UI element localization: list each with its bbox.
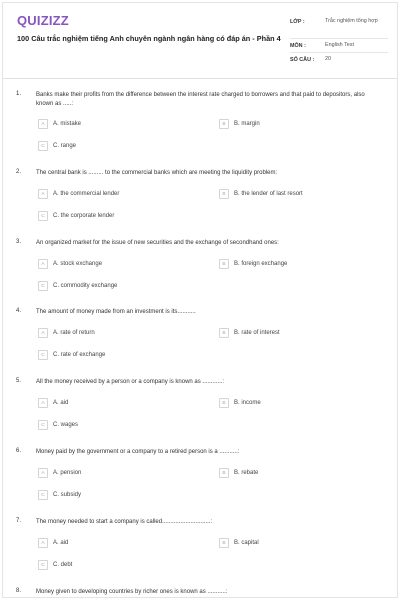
question-text: Money given to developing countries by richer ones is known as ...........: — [36, 589, 228, 595]
option-c[interactable] — [38, 560, 72, 570]
option-letter-box: C — [38, 211, 48, 221]
subject-value: English Test — [325, 42, 354, 48]
option-c[interactable] — [38, 281, 117, 291]
option-b[interactable] — [219, 189, 303, 199]
class-value: Trắc nghiệm tổng hợp — [325, 18, 378, 24]
option-letter-box: C — [38, 141, 48, 151]
worksheet-meta — [290, 15, 388, 67]
option-letter-box: A — [38, 328, 48, 338]
option-label: A. the commercial lender — [53, 191, 120, 197]
option-label: B. rebate — [234, 470, 259, 476]
meta-row-subject — [290, 39, 388, 53]
option-label: C. range — [53, 143, 77, 149]
question-text: Money paid by the government or a company to a retired person is a ...........: — [36, 449, 240, 455]
option-letter-box: C — [38, 281, 48, 291]
option-c[interactable] — [38, 420, 78, 430]
option-label: C. subsidy — [53, 492, 82, 498]
option-label: B. the lender of last resort — [234, 191, 303, 197]
option-a[interactable] — [38, 398, 68, 408]
option-letter-box: B — [219, 468, 229, 478]
question-number: 1. — [16, 91, 22, 97]
option-b[interactable] — [219, 468, 258, 478]
option-letter-box: B — [219, 328, 229, 338]
option-letter-box: C — [38, 560, 48, 570]
option-label: A. mistake — [53, 121, 82, 127]
option-label: C. wages — [53, 422, 79, 428]
option-label: A. aid — [53, 400, 69, 406]
option-label: B. foreign exchange — [234, 261, 288, 267]
option-label: B. income — [234, 400, 261, 406]
option-a[interactable] — [38, 189, 119, 199]
option-c[interactable] — [38, 211, 114, 221]
option-label: B. capital — [234, 540, 259, 546]
question-text: An organized market for the issue of new securities and the exchange of secondhand ones: — [36, 240, 279, 246]
question-number: 5. — [16, 378, 22, 384]
question-number: 3. — [16, 239, 22, 245]
worksheet-header — [3, 3, 397, 79]
option-label: C. debt — [53, 562, 73, 568]
option-letter-box: A — [38, 189, 48, 199]
question-text: All the money received by a person or a company is known as ............: — [36, 379, 225, 385]
worksheet-page — [2, 2, 398, 598]
option-letter-box: A — [38, 259, 48, 269]
option-b[interactable] — [219, 259, 287, 269]
option-b[interactable] — [219, 328, 280, 338]
question-number: 7. — [16, 518, 22, 524]
question-number: 8. — [16, 588, 22, 594]
question-text: The amount of money made from an investment is its........... — [36, 309, 196, 315]
option-b[interactable] — [219, 119, 260, 129]
question-number: 4. — [16, 308, 22, 314]
option-label: B. margin — [234, 121, 260, 127]
question-text: Banks make their profits from the difference between the interest rate charged to borrowers and that paid to depositors, also known as .....: — [36, 92, 365, 107]
option-label: C. commodity exchange — [53, 283, 118, 289]
option-a[interactable] — [38, 538, 68, 548]
option-label: C. rate of exchange — [53, 352, 106, 358]
option-c[interactable] — [38, 350, 105, 360]
option-letter-box: C — [38, 490, 48, 500]
question-text: The money needed to start a company is called.............................: — [36, 519, 213, 525]
option-letter-box: C — [38, 350, 48, 360]
option-label: A. rate of return — [53, 330, 95, 336]
count-label: SỐ CÂU : — [290, 57, 315, 63]
meta-row-count — [290, 53, 388, 67]
option-letter-box: A — [38, 538, 48, 548]
question-number: 2. — [16, 169, 22, 175]
option-b[interactable] — [219, 398, 261, 408]
meta-row-class — [290, 15, 388, 39]
option-letter-box: C — [38, 420, 48, 430]
option-label: B. rate of interest — [234, 330, 280, 336]
subject-label: MÔN : — [290, 43, 306, 49]
option-letter-box: B — [219, 189, 229, 199]
option-a[interactable] — [38, 468, 81, 478]
option-letter-box: B — [219, 538, 229, 548]
option-a[interactable] — [38, 328, 95, 338]
class-label: LỚP : — [290, 19, 305, 25]
option-c[interactable] — [38, 141, 76, 151]
question-text: The central bank is ......... to the commercial banks which are meeting the liquidity problem: — [36, 170, 278, 176]
option-label: C. the corporate lender — [53, 213, 115, 219]
option-label: A. aid — [53, 540, 69, 546]
option-a[interactable] — [38, 119, 81, 129]
option-letter-box: B — [219, 259, 229, 269]
count-value: 20 — [325, 56, 331, 62]
quizizz-logo: QUIZIZZ — [17, 13, 69, 28]
option-label: A. stock exchange — [53, 261, 103, 267]
option-letter-box: A — [38, 468, 48, 478]
worksheet-title: 100 Câu trắc nghiệm tiếng Anh chuyên ngành ngân hàng có đáp án - Phần 4 — [17, 34, 281, 43]
option-a[interactable] — [38, 259, 102, 269]
option-letter-box: A — [38, 398, 48, 408]
question-number: 6. — [16, 448, 22, 454]
option-b[interactable] — [219, 538, 259, 548]
option-label: A. pension — [53, 470, 82, 476]
option-letter-box: B — [219, 119, 229, 129]
option-letter-box: A — [38, 119, 48, 129]
option-letter-box: B — [219, 398, 229, 408]
option-c[interactable] — [38, 490, 81, 500]
